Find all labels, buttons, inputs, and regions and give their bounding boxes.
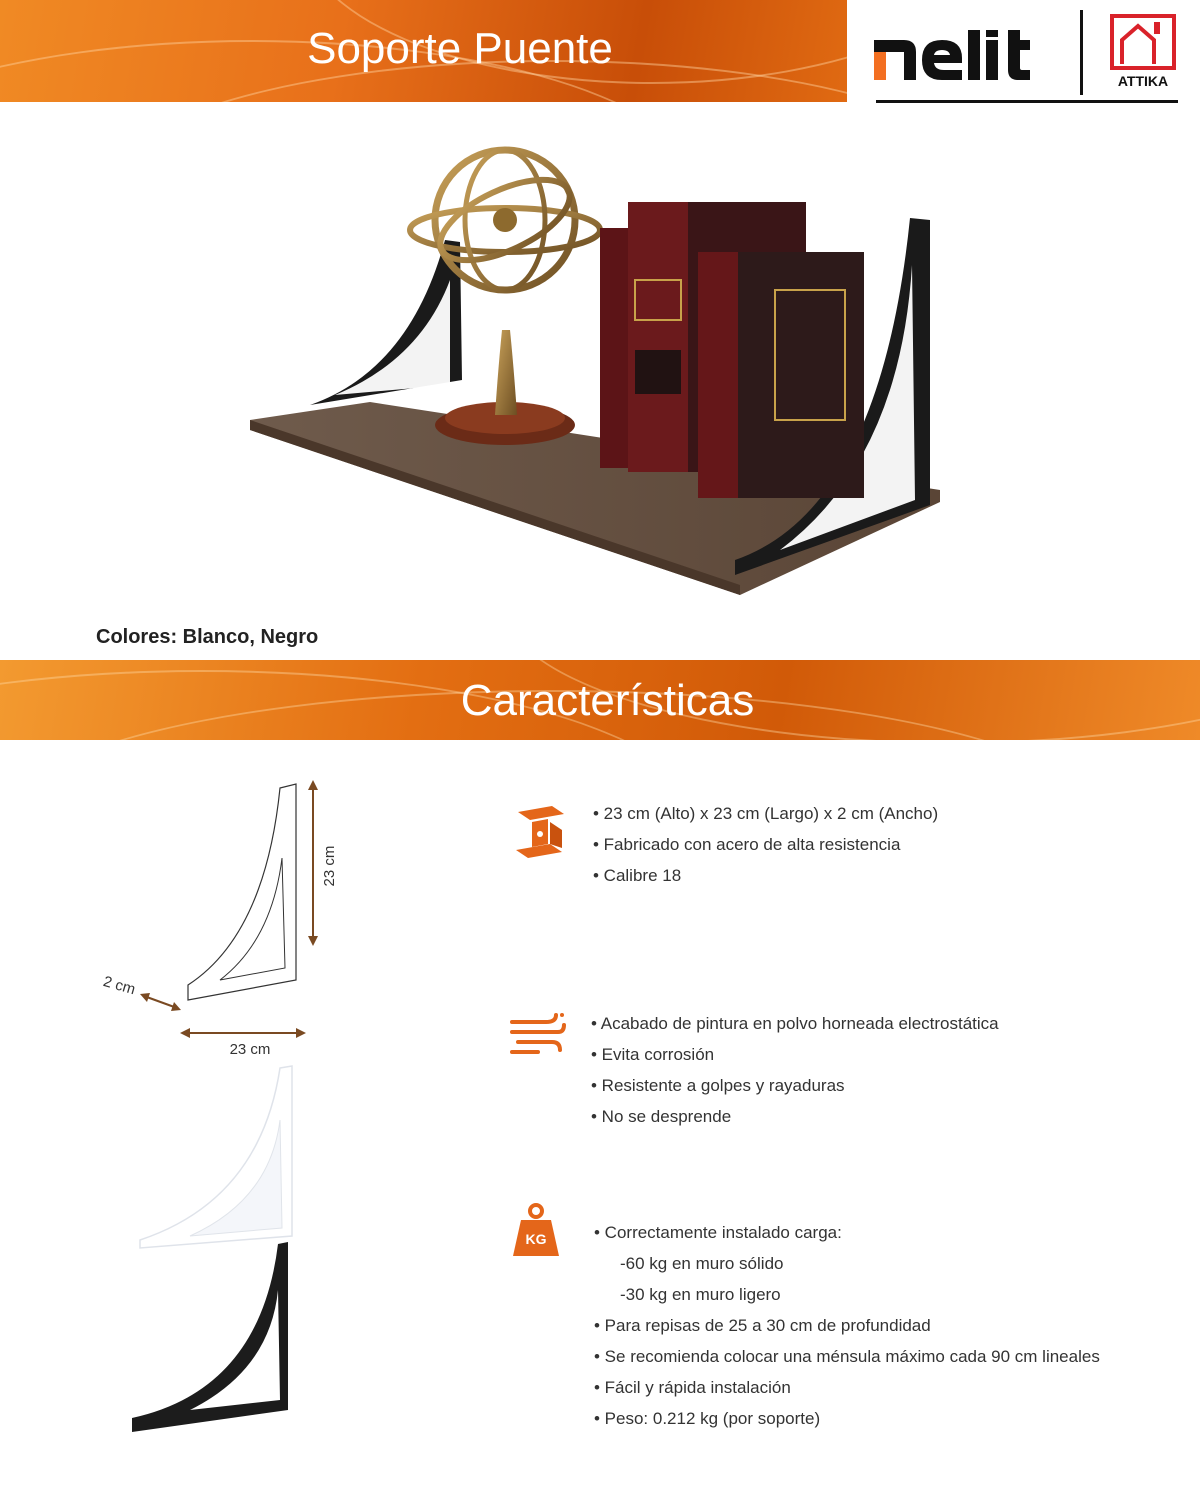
depth-label: 2 cm <box>101 973 138 999</box>
logo-separator <box>1080 10 1083 95</box>
specs-list <box>593 798 938 891</box>
list-item: • Acabado de pintura en polvo horneada electrostática <box>591 1014 999 1033</box>
section-title: Características <box>460 676 755 725</box>
finish-list <box>591 1008 999 1132</box>
attika-logo <box>1108 14 1178 90</box>
load-list <box>594 1217 1100 1434</box>
list-item: • Resistente a golpes y rayaduras <box>591 1076 845 1095</box>
weight-kg-label: KG <box>525 1231 547 1247</box>
product-photo <box>240 130 960 610</box>
weight-kg-icon <box>513 1202 559 1258</box>
dimension-diagram <box>60 770 380 1070</box>
width-label: 23 cm <box>229 1041 271 1058</box>
white-bracket-image <box>120 1060 320 1260</box>
logo-underline <box>876 100 1178 103</box>
steel-beam-icon <box>512 804 570 864</box>
black-bracket-image <box>130 1240 310 1440</box>
list-item: • Calibre 18 <box>593 866 682 885</box>
list-item: • Peso: 0.212 kg (por soporte) <box>594 1409 821 1428</box>
list-item: • Fácil y rápida instalación <box>594 1378 791 1397</box>
list-item: • Fabricado con acero de alta resistencia <box>593 835 901 854</box>
height-label: 23 cm <box>321 845 338 887</box>
wind-weather-icon <box>508 1010 568 1056</box>
nelit-logo <box>874 30 1054 85</box>
list-item: • 23 cm (Alto) x 23 cm (Largo) x 2 cm (Ancho) <box>593 804 939 823</box>
list-item: -30 kg en muro ligero <box>620 1285 781 1304</box>
list-item: • Para repisas de 25 a 30 cm de profundidad <box>594 1316 931 1335</box>
list-item: • Se recomienda colocar una ménsula máximo cada 90 cm lineales <box>594 1347 1100 1366</box>
list-item: • Evita corrosión <box>591 1045 715 1064</box>
list-item: • No se desprende <box>591 1107 732 1126</box>
page-title: Soporte Puente <box>307 24 613 73</box>
colors-line: Colores: Blanco, Negro <box>96 626 319 648</box>
attika-wordmark: ATTIKA <box>1117 73 1169 89</box>
list-item: -60 kg en muro sólido <box>620 1254 784 1273</box>
list-item: • Correctamente instalado carga: <box>594 1223 842 1242</box>
